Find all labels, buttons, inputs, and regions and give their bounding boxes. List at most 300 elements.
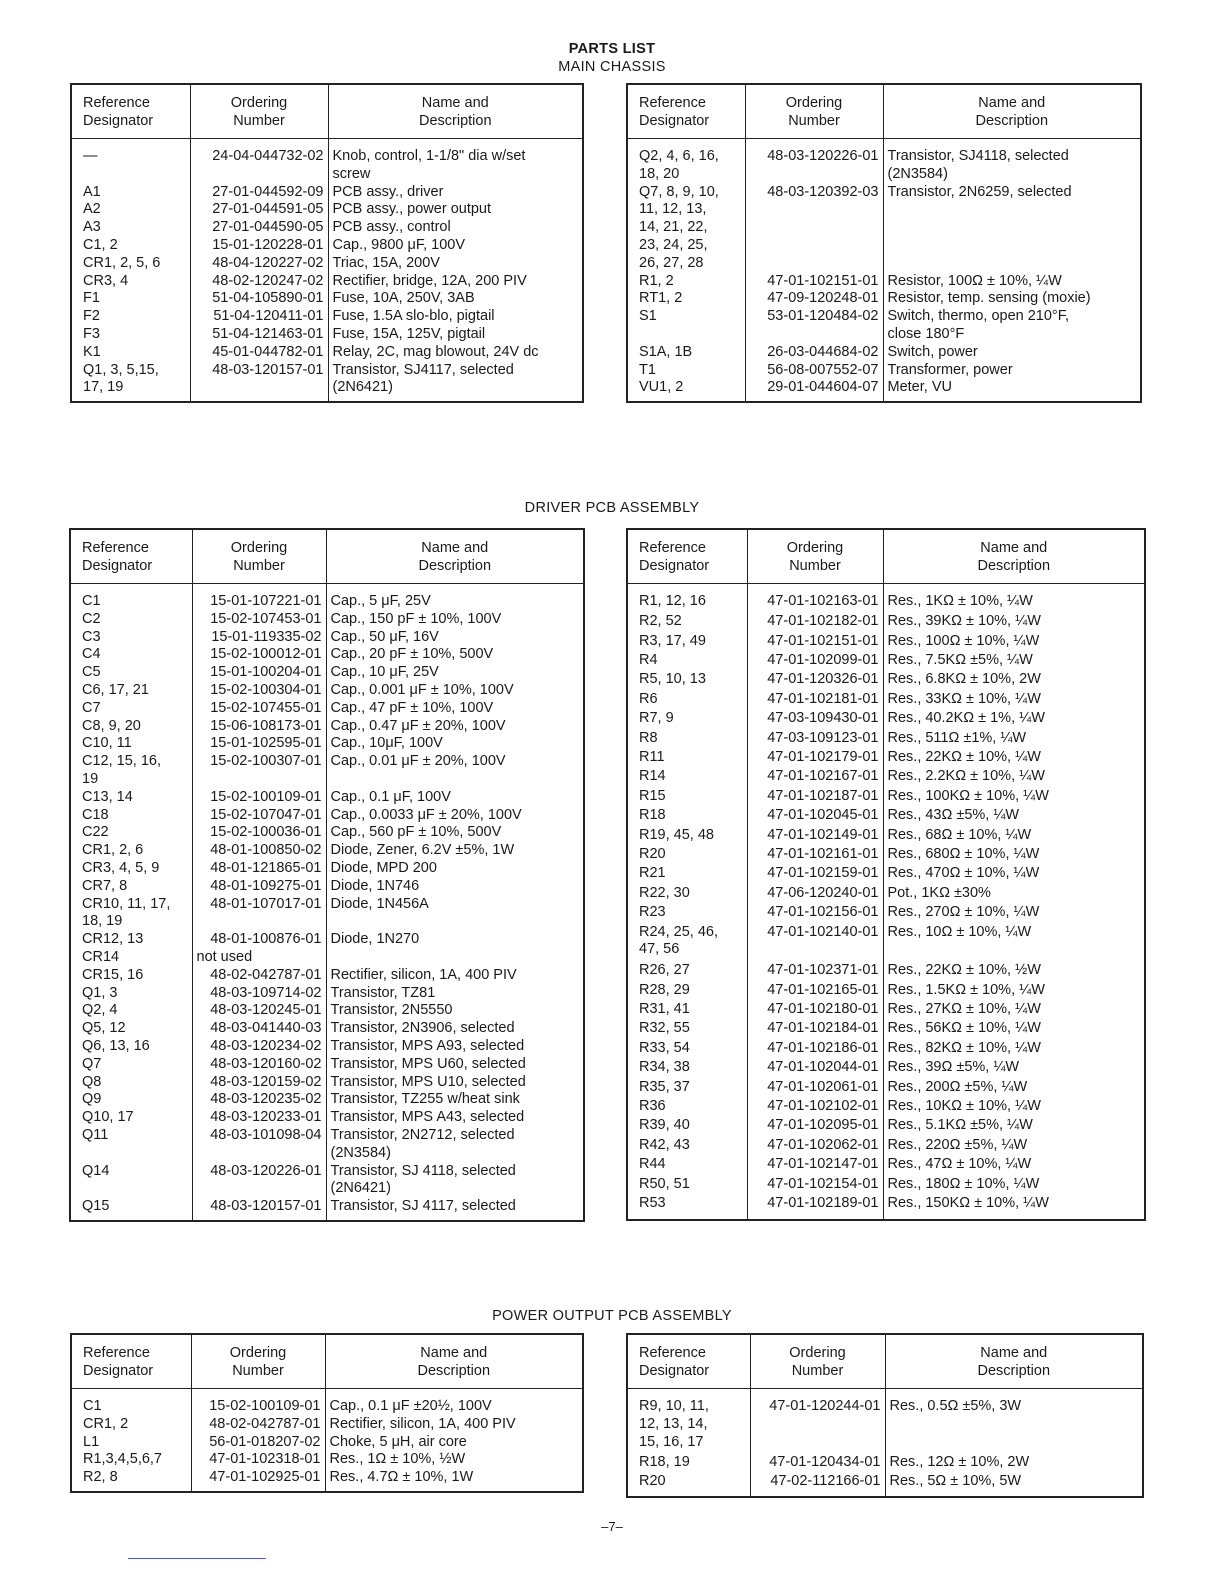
name-description-line: Transistor, SJ 4117, selected [330,1198,516,1215]
name-description-line: Cap., 9800 μF, 100V [332,236,465,253]
name-description-line: Res., 150KΩ ± 10%, ¼W [887,1194,1049,1211]
reference-designator-line: R34, 38 [639,1059,690,1076]
name-description-line: Cap., 0.01 μF ± 20%, 100V [330,753,506,770]
reference-designator [627,379,745,401]
table-row [627,1001,1145,1020]
reference-designator-line: R2, 52 [639,613,682,630]
ordering-number: 47-01-102151-01 [747,633,883,652]
reference-designator-line: Q15 [82,1198,110,1215]
reference-designator-line: R2, 8 [83,1469,118,1486]
header-reference-designator [627,529,747,584]
name-description [883,691,1145,710]
reference-designator [70,860,192,878]
ordering-number: 47-01-120434-01 [750,1454,885,1473]
name-description-line: Switch, thermo, open 210°F, [887,308,1070,325]
ordering-number: 47-01-120326-01 [747,671,883,690]
name-description-line: Diode, 1N456A [330,895,429,912]
reference-designator [627,1098,747,1117]
name-description [883,1195,1145,1219]
reference-designator-line: C6, 17, 21 [82,681,149,698]
name-description-line: Fuse, 10A, 250V, 3AB [332,290,475,307]
name-description-line: PCB assy., power output [332,201,492,218]
reference-designator-line: Q14 [82,1162,110,1179]
reference-designator-line: R53 [639,1194,666,1211]
name-description [325,1416,583,1434]
reference-designator-line: R24, 25, 46, [639,923,718,940]
name-description-line: Fuse, 15A, 125V, pigtail [332,325,486,342]
reference-designator-line: R1, 12, 16 [639,593,706,609]
header-name-description [885,1334,1143,1389]
reference-designator-line: R39, 40 [639,1117,690,1134]
table-filler-cell [70,1220,192,1221]
table-row [627,613,1145,632]
reference-designator-line: C12, 15, 16, [82,753,161,770]
name-description-line: Cap., 47 pF ± 10%, 100V [330,699,494,716]
name-description [328,139,583,184]
table-row [627,788,1145,807]
table-row [627,362,1141,380]
reference-designator [627,827,747,846]
reference-designator-line: C1, 2 [83,236,118,253]
reference-designator [70,735,192,753]
header-name-description-line: Name and [421,540,489,556]
reference-designator [627,1059,747,1078]
reference-designator-line: C13, 14 [82,788,133,805]
table-row [71,308,583,326]
ordering-number: 15-01-120228-01 [190,237,328,255]
table-row [627,1454,1143,1473]
ordering-number: 27-01-044590-05 [190,219,328,237]
name-description-line: Rectifier, silicon, 1A, 400 PIV [329,1415,516,1432]
table-row [71,184,583,202]
ordering-number: 48-03-120159-02 [192,1074,326,1092]
reference-designator-line: R42, 43 [639,1136,690,1153]
reference-designator-line: Q9 [82,1091,102,1108]
table-row [627,1195,1145,1219]
table-filler-cell [745,401,883,402]
name-description [326,735,584,753]
ordering-number: 48-03-120235-02 [192,1091,326,1109]
reference-designator-line: 12, 13, 14, [639,1415,708,1432]
name-description-line: Res., 10KΩ ± 10%, ¼W [887,1098,1041,1115]
table-row [70,985,584,1003]
table-row [71,237,583,255]
table-row [627,584,1145,614]
table-row [70,824,584,842]
header-ordering-number-line: Number [232,1363,284,1379]
reference-designator [70,664,192,682]
reference-designator [627,730,747,749]
table-row [627,1059,1145,1078]
reference-designator [70,753,192,789]
name-description [326,860,584,878]
name-description [328,273,583,291]
reference-designator [71,1389,191,1416]
ordering-number: 47-01-102156-01 [747,904,883,923]
reference-designator-line: R18, 19 [639,1454,690,1471]
name-description [326,807,584,825]
table-row [627,652,1145,671]
name-description-line: Pot., 1KΩ ±30% [887,884,991,901]
reference-designator-line: F3 [83,325,100,342]
name-description-line: Res., 6.8KΩ ± 10%, 2W [887,671,1041,688]
reference-designator [71,237,190,255]
reference-designator [70,949,192,967]
reference-designator-line: 15, 16, 17 [639,1433,704,1450]
name-description [328,290,583,308]
ordering-number: 15-06-108173-01 [192,718,326,736]
table-row [627,827,1145,846]
reference-designator [627,344,745,362]
ordering-number: 47-01-102159-01 [747,865,883,884]
name-description-line: Res., 68Ω ± 10%, ¼W [887,826,1032,843]
name-description [883,1020,1145,1039]
name-description-line: Cap., 560 pF ± 10%, 500V [330,824,502,841]
table-row [627,730,1145,749]
reference-designator [70,1056,192,1074]
table-row [627,671,1145,690]
reference-designator-line: R20 [639,1473,666,1490]
table-filler-cell [191,1491,325,1492]
ordering-number: 47-01-102167-01 [747,768,883,787]
ordering-number: 47-01-102151-01 [745,273,883,291]
reference-designator [627,1040,747,1059]
table-row [627,633,1145,652]
name-description [326,896,584,932]
reference-designator [71,1434,191,1452]
name-description [326,824,584,842]
name-description-line: Res., 10Ω ± 10%, ¼W [887,923,1032,940]
reference-designator [627,308,745,344]
reference-designator [70,967,192,985]
reference-designator [71,139,190,184]
reference-designator [70,789,192,807]
name-description [883,290,1141,308]
name-description-line: Res., 12Ω ± 10%, 2W [889,1454,1030,1471]
name-description [883,768,1145,787]
table-row [71,326,583,344]
header-name-description [326,529,584,584]
reference-designator [71,184,190,202]
name-description [883,308,1141,344]
ordering-number: 47-01-102180-01 [747,1001,883,1020]
reference-designator [71,1416,191,1434]
reference-designator [70,1002,192,1020]
page-number: –7– [601,1519,623,1534]
table-header-row [627,1334,1143,1389]
reference-designator-line: R3, 17, 49 [639,632,706,649]
reference-designator-line: F1 [83,290,100,307]
name-description-line: Transistor, TZ255 w/heat sink [330,1091,520,1108]
table-row [627,982,1145,1001]
name-description-line: Cap., 10μF, 100V [330,735,443,752]
reference-designator [70,1163,192,1199]
header-reference-designator-line: Designator [82,558,153,574]
header-reference-designator [71,84,190,139]
name-description [883,885,1145,904]
header-name-description [883,84,1141,139]
name-description [883,613,1145,632]
table-row [627,807,1145,826]
name-description-line: Diode, 1N746 [330,877,420,894]
table-row [71,1451,583,1469]
reference-designator [627,633,747,652]
name-description-line: Res., 470Ω ± 10%, ¼W [887,865,1040,882]
name-description-line: Res., 39Ω ±5%, ¼W [887,1059,1020,1076]
reference-designator-line: 47, 56 [639,941,680,958]
ordering-number: 47-01-102154-01 [747,1176,883,1195]
name-description-line: Res., 27KΩ ± 10%, ¼W [887,1001,1041,1018]
name-description [326,700,584,718]
reference-designator-line: R50, 51 [639,1175,690,1192]
name-description [328,308,583,326]
header-name-description-line: Description [975,113,1049,129]
reference-designator [627,749,747,768]
reference-designator-line: R32, 55 [639,1020,690,1037]
power-output-left-table [70,1333,584,1493]
table-row [627,962,1145,981]
table-row [627,139,1141,184]
name-description-line: Cap., 0.1 μF ±20½, 100V [329,1398,492,1414]
name-description [326,1074,584,1092]
name-description [883,1176,1145,1195]
name-description [326,1109,584,1127]
name-description-line: Transistor, MPS U10, selected [330,1073,526,1090]
reference-designator-line: CR3, 4, 5, 9 [82,859,160,876]
reference-designator-line: 23, 24, 25, [639,236,708,253]
name-description [328,201,583,219]
name-description-line: Res., 5Ω ± 10%, 5W [889,1473,1022,1490]
reference-designator-line: C1 [83,1398,102,1414]
reference-designator [627,924,747,963]
reference-designator-line: Q7 [82,1055,102,1072]
reference-designator-line: R28, 29 [639,981,690,998]
ordering-number: 56-01-018207-02 [191,1434,325,1452]
reference-designator-line: R7, 9 [639,710,674,727]
header-reference-designator-line: Designator [639,558,710,574]
table-row [71,1416,583,1434]
header-ordering-number-line: Number [788,113,840,129]
reference-designator-line: Q7, 8, 9, 10, [639,183,719,200]
ordering-number: 47-06-120240-01 [747,885,883,904]
name-description-line: Transistor, MPS A93, selected [330,1037,525,1054]
reference-designator [70,629,192,647]
ordering-number: 47-01-102181-01 [747,691,883,710]
name-description-line: Res., 56KΩ ± 10%, ¼W [887,1020,1041,1037]
name-description [326,842,584,860]
ordering-number: 47-02-112166-01 [750,1473,885,1496]
name-description [326,985,584,1003]
name-description [883,1059,1145,1078]
reference-designator [70,1074,192,1092]
main-chassis-right-table [626,83,1142,403]
ordering-number: 48-01-107017-01 [192,896,326,932]
name-description-line: Transistor, 2N3906, selected [330,1020,515,1037]
reference-designator [70,896,192,932]
reference-designator-line: C2 [82,610,101,627]
reference-designator-line: C5 [82,664,101,681]
header-ordering-number-line: Ordering [786,540,844,556]
table-row [70,629,584,647]
reference-designator-line: C8, 9, 20 [82,717,141,734]
ordering-number: 48-03-120157-01 [190,362,328,402]
reference-designator-line: 18, 20 [639,165,680,182]
reference-designator [627,1176,747,1195]
reference-designator [627,904,747,923]
table-filler-row [627,1219,1145,1220]
name-description-line: Res., 1KΩ ± 10%, ¼W [887,593,1033,609]
name-description-line: Res., 2.2KΩ ± 10%, ¼W [887,768,1045,785]
name-description-line: screw [332,165,371,182]
header-ordering-number-line: Number [233,113,285,129]
name-description [325,1469,583,1491]
header-name-description-line: Name and [421,95,489,111]
name-description [885,1389,1143,1455]
ordering-number: 26-03-044684-02 [745,344,883,362]
name-description-line: Fuse, 1.5A slo-blo, pigtail [332,308,495,325]
reference-designator-line: C10, 11 [82,735,132,752]
table-filler-cell [627,1496,750,1497]
ordering-number: 47-01-102184-01 [747,1020,883,1039]
name-description [326,1038,584,1056]
reference-designator [70,700,192,718]
reference-designator [71,308,190,326]
reference-designator [70,611,192,629]
name-description-line: Cap., 0.47 μF ± 20%, 100V [330,717,506,734]
name-description [326,753,584,789]
table-row [627,1079,1145,1098]
table-row [70,1074,584,1092]
table-row [71,362,583,402]
name-description [325,1451,583,1469]
table-header-row [71,84,583,139]
name-description [883,379,1141,401]
name-description [883,273,1141,291]
reference-designator [627,846,747,865]
reference-designator-line: S1A, 1B [639,343,693,360]
header-ordering-number-line: Ordering [230,540,288,556]
reference-designator-line: Q2, 4 [82,1002,118,1019]
reference-designator-line: 19 [82,770,99,787]
name-description [328,219,583,237]
header-reference-designator [70,529,192,584]
ordering-number: 15-01-100204-01 [192,664,326,682]
reference-designator-line: R14 [639,768,666,785]
name-description [883,1137,1145,1156]
reference-designator-line: R1,3,4,5,6,7 [83,1451,162,1468]
ordering-number: 47-01-120244-01 [750,1389,885,1455]
name-description [883,924,1145,963]
reference-designator-line: CR1, 2, 5, 6 [83,254,161,271]
reference-designator [71,344,190,362]
table-filler-cell [627,401,745,402]
reference-designator-line: R44 [639,1156,666,1173]
name-description-line: Transformer, power [887,361,1013,378]
ordering-number: 47-01-102099-01 [747,652,883,671]
table-filler-cell [328,401,583,402]
name-description [883,584,1145,614]
name-description [883,827,1145,846]
reference-designator-line: 14, 21, 22, [639,219,708,236]
reference-designator-line: R8 [639,729,658,746]
reference-designator [70,1109,192,1127]
header-reference-designator-line: Reference [83,95,150,111]
table-filler-cell [883,1219,1145,1220]
name-description [325,1389,583,1416]
name-description [326,1091,584,1109]
ordering-number: 47-01-102147-01 [747,1156,883,1175]
name-description [883,962,1145,981]
header-ordering-number [191,1334,325,1389]
ordering-number: 15-02-100307-01 [192,753,326,789]
table-row [627,749,1145,768]
reference-designator [70,1091,192,1109]
name-description-line: Res., 39KΩ ± 10%, ¼W [887,613,1041,630]
name-description-line: Transistor, SJ4117, selected [332,361,514,378]
table-header-row [71,1334,583,1389]
reference-designator [627,788,747,807]
header-reference-designator-line: Reference [639,95,706,111]
reference-designator-line: R35, 37 [639,1078,690,1095]
name-description-line: Cap., 5 μF, 25V [330,593,431,609]
table-row [70,611,584,629]
name-description-line: Rectifier, silicon, 1A, 400 PIV [330,966,517,983]
ordering-number: 48-02-042787-01 [191,1416,325,1434]
name-description-line: Res., 82KΩ ± 10%, ¼W [887,1039,1041,1056]
ordering-number: 47-01-102186-01 [747,1040,883,1059]
name-description [883,344,1141,362]
table-filler-row [71,401,583,402]
name-description [883,652,1145,671]
ordering-number: 48-03-120160-02 [192,1056,326,1074]
reference-designator-line: A2 [83,201,101,218]
reference-designator [627,1454,750,1473]
section-title-main-chassis: MAIN CHASSIS [558,59,666,75]
ordering-number: 47-01-102102-01 [747,1098,883,1117]
reference-designator [70,1127,192,1163]
name-description-line: Resistor, 100Ω ± 10%, ¼W [887,272,1062,289]
reference-designator-line: R1, 2 [639,272,674,289]
name-description-line: Transistor, MPS A43, selected [330,1109,525,1126]
header-ordering-number [750,1334,885,1389]
name-description [883,1001,1145,1020]
name-description [883,846,1145,865]
table-filler-row [70,1220,584,1221]
name-description-line: Cap., 150 pF ± 10%, 100V [330,610,502,627]
table-filler-row [71,1491,583,1492]
table-row [70,878,584,896]
reference-designator [627,962,747,981]
section-title-driver: DRIVER PCB ASSEMBLY [524,500,700,516]
name-description-line: Transistor, SJ 4118, selected [330,1162,516,1179]
name-description [883,865,1145,884]
reference-designator-line: CR3, 4 [83,272,129,289]
name-description [883,671,1145,690]
page-title: PARTS LIST [568,41,656,57]
reference-designator [627,1195,747,1219]
ordering-number: 15-01-102595-01 [192,735,326,753]
header-name-description [325,1334,583,1389]
header-name-description [328,84,583,139]
table-row [70,753,584,789]
header-name-description-line: Description [977,1363,1051,1379]
reference-designator [627,290,745,308]
reference-designator [627,768,747,787]
reference-designator-line: C7 [82,699,101,716]
name-description [328,344,583,362]
ordering-number: 47-01-102318-01 [191,1451,325,1469]
table-filler-cell [190,401,328,402]
